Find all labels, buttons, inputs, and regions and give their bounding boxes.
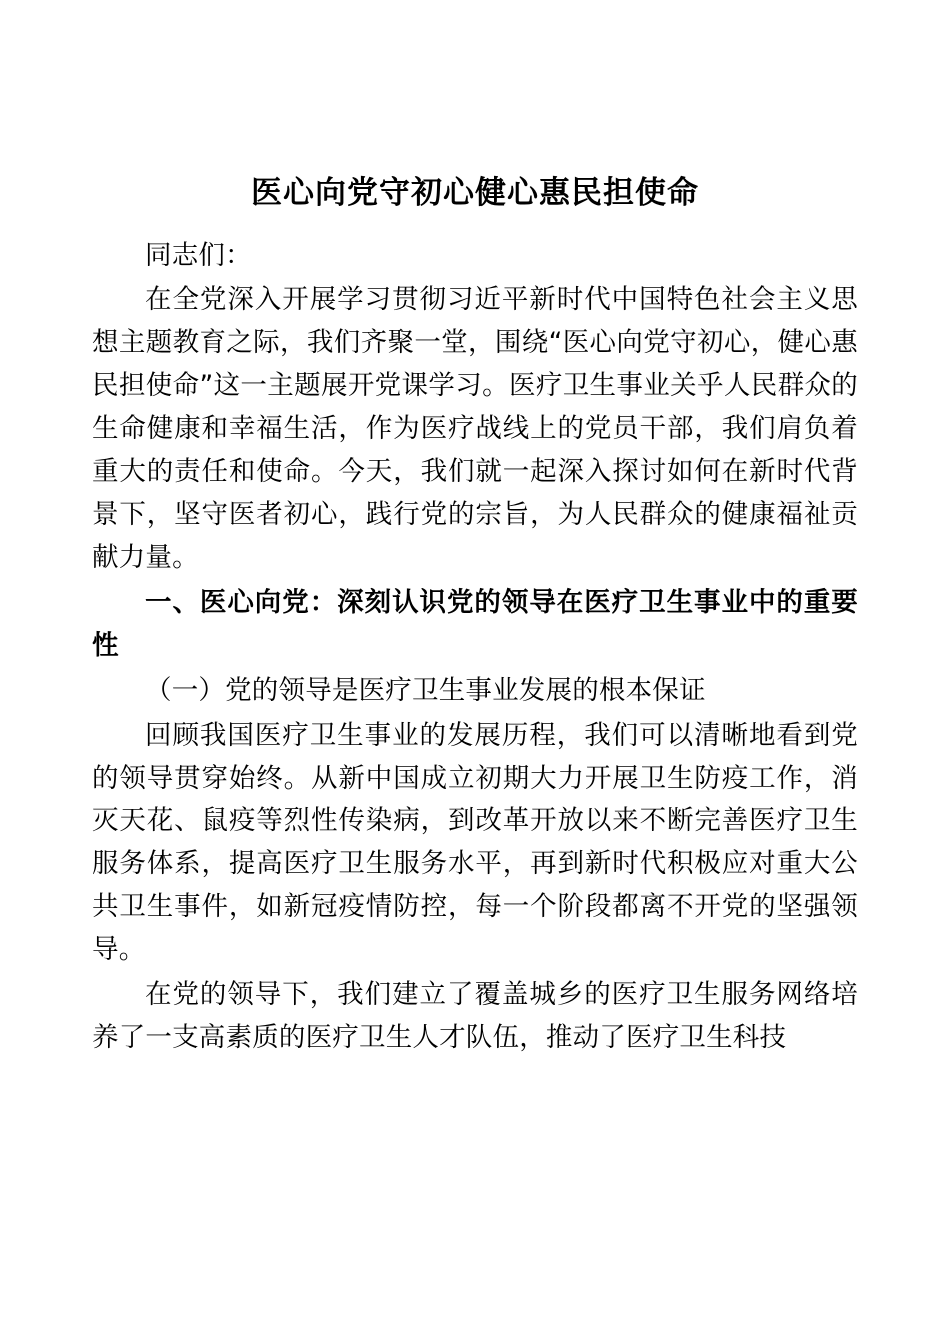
paragraph-body-2: 在党的领导下，我们建立了覆盖城乡的医疗卫生服务网络培养了一支高素质的医疗卫生人才队伍，推动了医疗卫生科技 xyxy=(92,979,858,1054)
paragraph-intro: 在全党深入开展学习贯彻习近平新时代中国特色社会主义思想主题教育之际，我们齐聚一堂，围绕“医心向党守初心，健心惠民担使命”这一主题展开党课学习。医疗卫生事业关乎人民群众的生命健康和幸福生活，作为医疗战线上的党员干部，我们肩负着重大的责任和使命。今天，我们就一起深入探讨如何在新时代背景下，坚守医者初心，践行党的宗旨，为人民群众的健康福祉贡献力量。 xyxy=(92,284,858,573)
section-heading-1: 一、医心向党：深刻认识党的领导在医疗卫生事业中的重要性 xyxy=(92,586,858,661)
paragraph-salutation: 同志们： xyxy=(145,239,252,271)
subsection-heading-1-1: （一）党的领导是医疗卫生事业发展的根本保证 xyxy=(145,674,706,706)
page-title: 医心向党守初心健心惠民担使命 xyxy=(251,175,699,211)
paragraph-body-1: 回顾我国医疗卫生事业的发展历程，我们可以清晰地看到党的领导贯穿始终。从新中国成立初期大力开展卫生防疫工作，消灭天花、鼠疫等烈性传染病，到改革开放以来不断完善医疗卫生服务体系，提高医疗卫生服务水平，再到新时代积极应对重大公共卫生事件，如新冠疫情防控，每一个阶段都离不开党的坚强领导。 xyxy=(92,719,858,966)
